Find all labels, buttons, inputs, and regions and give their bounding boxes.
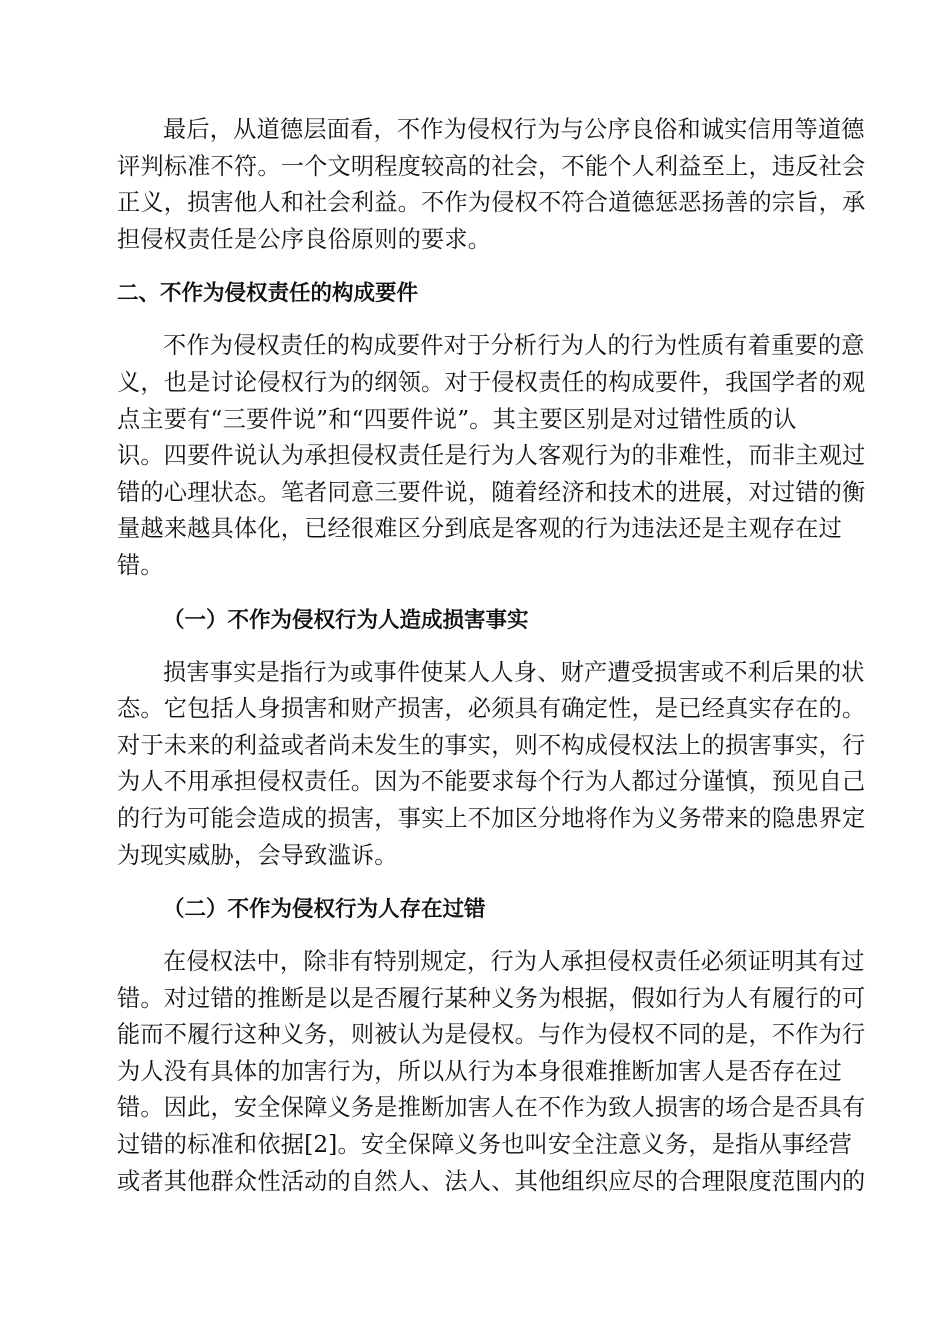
subsection-heading-damage: （一）不作为侵权行为人造成损害事实: [163, 607, 529, 633]
text-line: 正义，损害他人和社会利益。不作为侵权不符合道德惩恶扬善的宗旨，承: [117, 189, 866, 217]
text-line: 错的心理状态。笔者同意三要件说，随着经济和技术的进展，对过错的衡: [117, 478, 866, 506]
section-heading: 二、不作为侵权责任的构成要件: [117, 281, 419, 307]
text-line: 义，也是讨论侵权行为的纲领。对于侵权责任的构成要件，我国学者的观: [117, 368, 866, 396]
text-line: 为人不用承担侵权责任。因为不能要求每个行为人都过分谨慎，预见自己: [117, 768, 866, 796]
text-line: 识。四要件说认为承担侵权责任是行为人客观行为的非难性，而非主观过: [117, 442, 866, 470]
text-line: 损害事实是指行为或事件使某人人身、财产遭受损害或不利后果的状: [163, 658, 865, 686]
paragraph-morality: [117, 112, 866, 258]
text-line: 错。对过错的推断是以是否履行某种义务为根据，假如行为人有履行的可: [117, 984, 866, 1012]
text-line: 不作为侵权责任的构成要件对于分析行为人的行为性质有着重要的意: [163, 332, 865, 360]
text-line: 为现实威胁，会导致滥诉。: [117, 841, 398, 869]
paragraph-fault: [117, 944, 866, 1200]
text-line: 量越来越具体化，已经很难区分到底是客观的行为违法还是主观存在过: [117, 515, 843, 543]
paragraph-damage: [117, 655, 866, 875]
text-line: 的行为可能会造成的损害，事实上不加区分地将作为义务带来的隐患界定: [117, 804, 866, 832]
text-line: 在侵权法中，除非有特别规定，行为人承担侵权责任必须证明其有过: [163, 948, 865, 976]
text-line: 担侵权责任是公序良俗原则的要求。: [117, 225, 492, 253]
text-line: 能而不履行这种义务，则被认为是侵权。与作为侵权不同的是，不作为行: [117, 1021, 866, 1049]
text-line: 为人没有具体的加害行为，所以从行为本身很难推断加害人是否存在过: [117, 1057, 843, 1085]
text-line: 态。它包括人身损害和财产损害，必须具有确定性，是已经真实存在的。: [117, 695, 866, 723]
text-line: 评判标准不符。一个文明程度较高的社会，不能个人利益至上，违反社会: [117, 152, 866, 180]
text-line: 点主要有“三要件说”和“四要件说”。其主要区别是对过错性质的认: [117, 405, 797, 433]
text-line: 错。: [117, 551, 164, 579]
subsection-heading-fault: （二）不作为侵权行为人存在过错: [163, 897, 486, 923]
text-line: 错。因此，安全保障义务是推断加害人在不作为致人损害的场合是否具有: [117, 1094, 866, 1122]
paragraph-elements: [117, 328, 866, 584]
text-line: 对于未来的利益或者尚未发生的事实，则不构成侵权法上的损害事实，行: [117, 731, 866, 759]
document-body: [117, 112, 866, 1200]
text-line: 最后，从道德层面看，不作为侵权行为与公序良俗和诚实信用等道德: [163, 116, 865, 143]
text-line: 过错的标准和依据[2]。安全保障义务也叫安全注意义务，是指从事经营: [117, 1131, 853, 1159]
text-line: 或者其他群众性活动的自然人、法人、其他组织应尽的合理限度范围内的: [117, 1167, 866, 1195]
